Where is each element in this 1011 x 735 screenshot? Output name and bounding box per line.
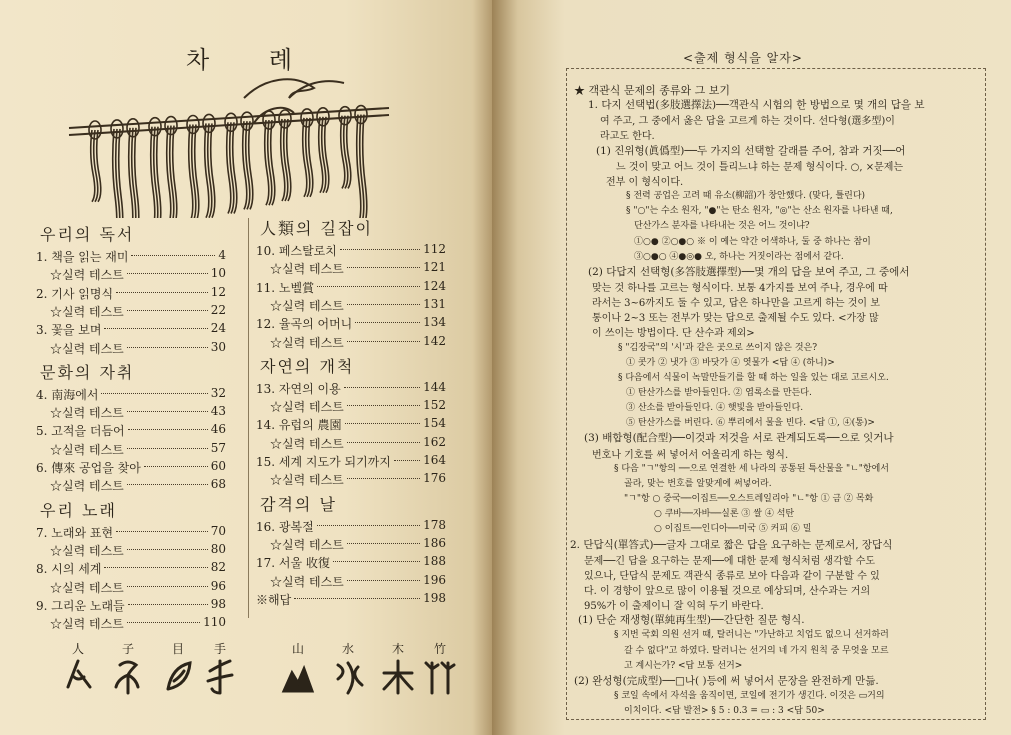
toc-leader-dots: [127, 448, 208, 449]
toc-entry: [256, 453, 446, 469]
toc-leader-dots: [127, 549, 208, 550]
exam-format-line: ① 콧가 ② 냇가 ③ 바닷가 ④ 엿물가 <답 ④ (하니)>: [626, 357, 835, 368]
toc-entry: [36, 542, 226, 558]
toc-leader-dots: [128, 604, 208, 605]
toc-entry: [36, 560, 226, 576]
hanja-pictograph-row: [48, 640, 448, 720]
toc-leader-dots: [127, 484, 208, 485]
exam-format-line: (2) 완성형(完成型)──□나( )등에 써 넣어서 문장을 완전하게 만듦.: [574, 674, 879, 687]
toc-section-heading: 우리 노래: [40, 500, 117, 520]
toc-entry-label: 8. 시의 세계: [36, 562, 102, 577]
exam-format-line: "ㄱ"항 ○ 중국──이집트──오스트레일리아 "ㄴ"항 ① 금 ② 목화: [624, 494, 874, 505]
toc-entry: [256, 536, 446, 552]
toc-leader-dots: [317, 525, 420, 526]
toc-entry-label: ☆실력 테스트: [50, 580, 124, 595]
toc-entry: [256, 260, 446, 276]
exam-format-line: 통이나 2~3 또는 전부가 맞는 답으로 출제될 수도 있다. <가장 많: [592, 313, 879, 325]
toc-entry-page: 68: [210, 477, 226, 492]
exam-format-line: 골라, 맞는 번호를 알맞게에 써넣어라.: [624, 478, 772, 489]
toc-section-heading: 문화의 자취: [40, 362, 135, 382]
exam-format-line: 문제──긴 답을 요구하는 문제──에 대한 문제 형식처럼 생각할 수도: [584, 555, 876, 567]
exam-format-line: 번호나 기호를 써 넣어서 어울리게 하는 형식.: [592, 449, 789, 461]
toc-entry: [256, 518, 446, 534]
toc-entry: [36, 422, 226, 438]
toc-entry-page: 164: [423, 453, 446, 467]
exam-format-line: § 다음 "ㄱ"항의 ──으로 연결한 세 나라의 공통된 특산물을 "ㄴ"항에서: [614, 463, 889, 474]
toc-entry: [36, 266, 226, 282]
toc-entry: [256, 573, 446, 589]
hanja-character: 木: [391, 642, 404, 656]
exam-format-line: (3) 배합형(配合型)──이것과 저것을 서로 관계되도록──으로 잇거나: [584, 432, 894, 445]
toc-entry: [256, 315, 446, 331]
toc-entry-page: 80: [210, 541, 226, 556]
toc-leader-dots: [127, 622, 200, 623]
toc-leader-dots: [127, 273, 208, 274]
toc-entry-page: 134: [423, 315, 446, 330]
exam-format-line: § 다음에서 식물이 녹말만들기를 할 때 하는 일을 있는 대로 고르시오.: [618, 372, 889, 383]
exam-format-line: ○ 쿠바──자바──실론 ③ 쌀 ④ 석탄: [654, 509, 795, 520]
toc-leader-dots: [294, 598, 420, 599]
toc-section-heading: 감격의 날: [260, 494, 337, 514]
pictograph-glyph-icon: [200, 657, 240, 697]
toc-entry-label: ☆실력 테스트: [270, 574, 344, 589]
toc-entry: [256, 591, 446, 607]
toc-entry-page: 198: [423, 590, 446, 605]
toc-entry-label: 7. 노래와 표현: [36, 525, 114, 540]
toc-entry-page: 43: [210, 404, 226, 419]
exam-format-line: ③○●○ ④●◎● 오, 하나는 거짓이라는 점에서 같다.: [634, 251, 844, 262]
exam-format-line: 갈 수 없다"고 하였다. 탈러니는 선거의 네 가지 원칙 중 무엇을 모르: [624, 645, 889, 656]
pictograph-glyph-icon: [378, 657, 418, 697]
toc-leader-dots: [347, 267, 420, 268]
toc-entry-page: 196: [423, 572, 446, 587]
exam-format-line: § "김장국"의 '시'과 같은 곳으로 쓰이지 않은 것은?: [618, 342, 818, 353]
toc-entry: [36, 524, 226, 540]
exam-format-line: 라고도 한다.: [600, 131, 655, 143]
toc-leader-dots: [347, 543, 420, 544]
toc-section-heading: 人類의 길잡이: [260, 219, 373, 238]
exam-format-line: 전부 이 형식이다.: [606, 176, 684, 188]
toc-entry-page: 96: [210, 578, 226, 593]
exam-format-line: (1) 진위형(眞僞型)──두 가지의 선택할 갈래를 주어, 참과 거짓──어: [596, 144, 906, 157]
hanja-character: 水: [341, 642, 354, 656]
toc-leader-dots: [345, 423, 420, 424]
exam-format-line: 라서는 3~6까지도 둘 수 있고, 답은 하나만을 고르게 하는 것이 보: [592, 298, 880, 310]
toc-leader-dots: [347, 341, 420, 342]
toc-entry: [256, 380, 446, 396]
hanja-pictograph: [328, 640, 368, 701]
exam-format-line: 이치이다. <답 발전> § 5 : 0.3 = ▭ : 3 <답 50>: [624, 706, 825, 717]
exam-format-line: ⑤ 탄산가스를 버린다. ⑥ 뿌리에서 물을 빈다. <답 ①, ④(통)>: [626, 418, 875, 429]
toc-entry: [256, 416, 446, 432]
toc-entry: [256, 297, 446, 313]
toc-entry-label: 3. 꽃을 보며: [36, 323, 102, 338]
toc-entry: [36, 404, 226, 420]
toc-leader-dots: [127, 310, 208, 311]
toc-entry-page: 30: [210, 339, 226, 354]
toc-leader-dots: [347, 304, 420, 305]
exam-format-line: 2. 단답식(單答式)──글자 그대로 짧은 답을 요구하는 문제로서, 장답식: [570, 538, 893, 551]
toc-entry-label: 2. 기사 읽명식: [36, 286, 114, 301]
hanja-character: 目: [171, 642, 184, 656]
exam-format-line: § 전력 공업은 고려 때 유소(柳韶)가 창안했다. (맞다, 틀린다): [626, 191, 866, 202]
toc-entry: [36, 615, 226, 631]
pictograph-glyph-icon: [328, 657, 368, 697]
toc-leader-dots: [116, 531, 208, 532]
toc-entry-page: 112: [423, 242, 446, 256]
pictograph-glyph-icon: [58, 657, 98, 697]
toc-leader-dots: [333, 561, 420, 562]
exam-format-line: 1. 다지 선택법(多肢選擇法)──객관식 시험의 한 방법으로 몇 개의 답을 보: [588, 99, 925, 112]
hanja-character: 人: [71, 642, 84, 656]
hanja-character: 手: [213, 642, 226, 656]
exam-format-line: (2) 다답지 선택형(多答肢選擇型)──몇 개의 답을 보여 주고, 그 중에서: [588, 265, 910, 278]
toc-entry-page: 32: [210, 385, 226, 400]
toc-leader-dots: [394, 460, 420, 461]
toc-leader-dots: [104, 567, 208, 568]
hanja-pictograph: [108, 640, 148, 701]
toc-leader-dots: [131, 255, 215, 256]
hanja-pictograph: [158, 640, 198, 701]
toc-title: 차 례: [186, 46, 318, 74]
toc-leader-dots: [127, 411, 208, 412]
toc-entry-label: 1. 책을 읽는 재미: [36, 250, 129, 264]
toc-entry-label: ☆실력 테스트: [50, 406, 124, 421]
toc-leader-dots: [347, 405, 420, 406]
toc-entry-page: 24: [210, 321, 226, 336]
exam-format-line: 95%가 이 출제이니 잘 익혀 두기 바란다.: [584, 601, 764, 613]
exam-format-line: § 코일 속에서 자석을 움직이면, 코일에 전기가 생긴다. 이것은 ▭거의: [614, 691, 885, 701]
hanja-pictograph: [420, 640, 460, 701]
toc-entry-page: 22: [210, 302, 226, 317]
toc-entry-page: 57: [210, 440, 226, 455]
exam-format-line: 다. 이 경향이 앞으로 많이 이용될 것으로 예상되며, 산수과는 거의: [584, 585, 871, 597]
toc-entry-label: ☆실력 테스트: [270, 473, 344, 488]
toc-entry-label: ☆실력 테스트: [50, 268, 124, 283]
pictograph-glyph-icon: [278, 657, 318, 697]
toc-entry-page: 188: [423, 554, 446, 569]
toc-leader-dots: [347, 580, 420, 581]
toc-entry-page: 176: [423, 471, 446, 486]
toc-leader-dots: [340, 249, 420, 250]
pictograph-glyph-icon: [158, 657, 198, 697]
exam-format-line: 있으나, 단답식 문제도 객관식 종류로 보아 다음과 같이 구분할 수 있: [584, 570, 880, 582]
toc-entry-label: 4. 南海에서: [36, 387, 99, 402]
toc-entry-page: 154: [423, 416, 446, 431]
toc-entry-page: 152: [423, 398, 446, 413]
toc-entry-page: 186: [423, 535, 446, 550]
toc-entry-label: ☆실력 테스트: [270, 537, 344, 552]
toc-entry: [36, 340, 226, 356]
toc-entry-page: 82: [210, 560, 226, 575]
toc-entry-label: 10. 페스탈로치: [256, 244, 337, 258]
toc-entry-label: 9. 그리운 노래들: [36, 598, 125, 613]
exam-format-line: 단산가스 분자를 나타내는 것은 어느 것이냐?: [634, 221, 810, 232]
toc-entry-page: 110: [203, 615, 226, 630]
toc-entry-page: 142: [423, 333, 446, 348]
toc-entry-page: 46: [210, 422, 226, 437]
toc-entry-label: ☆실력 테스트: [270, 436, 344, 451]
toc-entry: [256, 398, 446, 414]
exam-format-line: 느 것이 맞고 어느 것이 틀리느냐 하는 문제 형식이다. ○, ×문제는: [616, 161, 904, 173]
toc-leader-dots: [116, 292, 208, 293]
toc-entry-page: 178: [423, 517, 446, 532]
exam-format-line: § "○"는 수소 원자, "●"는 탄소 원자, "◎"는 산소 원자를 나타낸 때,: [626, 206, 893, 217]
toc-entry: [36, 386, 226, 402]
hanja-character: 竹: [433, 642, 446, 656]
toc-entry-page: 70: [210, 523, 226, 538]
toc-entry-page: 162: [423, 434, 446, 449]
toc-entry-page: 144: [423, 379, 446, 394]
toc-entry: [36, 285, 226, 301]
toc-entry-label: 6. 傳來 공업을 찾아: [36, 461, 141, 475]
toc-entry-label: ☆실력 테스트: [270, 400, 344, 415]
toc-entry-label: ☆실력 테스트: [50, 442, 124, 457]
hanja-pictograph: [58, 640, 98, 701]
toc-page: [0, 0, 492, 735]
toc-leader-dots: [101, 393, 208, 394]
exam-format-line: § 지번 국회 의원 선거 때, 탈러니는 "가난하고 치업도 없으니 선거하러: [614, 630, 889, 641]
exam-format-line: 맞는 것 하나를 고르는 형식이다. 보통 4가지를 보여 주나, 경우에 따: [592, 282, 888, 294]
toc-entry-page: 60: [210, 459, 226, 473]
hanja-pictograph: [378, 640, 418, 701]
toc-leader-dots: [104, 328, 208, 329]
toc-entry-page: 10: [210, 266, 226, 281]
toc-entry-label: 14. 유럽의 農園: [256, 418, 342, 433]
toc-entry: [256, 334, 446, 350]
toc-leader-dots: [355, 322, 420, 323]
toc-leader-dots: [347, 442, 420, 443]
toc-leader-dots: [128, 429, 208, 430]
hanja-pictograph: [278, 640, 318, 701]
exam-format-line: ①○● ②○●○ ※ 이 예는 약간 어색하나, 둘 중 하나는 참이: [634, 236, 871, 247]
toc-entry: [36, 459, 226, 475]
toc-leader-dots: [144, 466, 208, 467]
toc-entry-label: ☆실력 테스트: [270, 335, 344, 350]
exam-format-line: ★ 객관식 문제의 종류와 그 보기: [574, 84, 730, 97]
toc-leader-dots: [347, 478, 420, 479]
toc-entry: [36, 248, 226, 264]
hanja-character: 子: [121, 642, 134, 656]
toc-entry-label: ※해답: [256, 592, 292, 607]
pictograph-glyph-icon: [420, 657, 460, 697]
exam-format-line: 여 주고, 그 중에서 옳은 답을 고르게 하는 것이다. 선다형(選多型)이: [600, 116, 895, 128]
toc-section-heading: 자연의 개척: [260, 356, 355, 376]
toc-entry-label: 15. 세계 지도가 되기까지: [256, 455, 391, 469]
toc-entry-label: ☆실력 테스트: [50, 479, 124, 494]
toc-entry: [36, 597, 226, 613]
rope-knot-illustration: [64, 68, 394, 218]
toc-entry-page: 131: [423, 296, 446, 311]
toc-entry-label: ☆실력 테스트: [270, 262, 344, 277]
exam-format-line: (1) 단순 재생형(單純再生型)──간단한 질문 형식.: [578, 614, 805, 627]
exam-format-line: 이 쓰이는 방법이다. 단 산수과 제외>: [592, 328, 755, 340]
toc-entry-label: ☆실력 테스트: [50, 341, 124, 356]
toc-entry-label: 13. 자연의 이용: [256, 381, 341, 396]
toc-entry: [256, 242, 446, 258]
exam-format-line: ① 탄산가스를 받아들인다. ② 엽록소를 만든다.: [626, 388, 812, 398]
toc-entry-page: 124: [423, 278, 446, 293]
pictograph-glyph-icon: [108, 657, 148, 697]
toc-entry-label: ☆실력 테스트: [50, 617, 124, 632]
toc-entry-page: 121: [423, 260, 446, 275]
exam-format-body: [566, 70, 986, 720]
toc-entry: [256, 554, 446, 570]
toc-entry: [36, 303, 226, 319]
toc-leader-dots: [127, 347, 208, 348]
toc-section-heading: 우리의 독서: [40, 225, 135, 244]
toc-entry-label: ☆실력 테스트: [270, 298, 344, 313]
exam-format-line: 고 계시는가? <답 보통 선거>: [624, 660, 743, 671]
toc-entry-label: ☆실력 테스트: [50, 543, 124, 558]
hanja-character: 山: [291, 642, 304, 656]
hanja-pictograph: [200, 640, 240, 701]
exam-format-heading: <출제 형식을 알자>: [683, 51, 803, 65]
toc-column-divider: [248, 218, 249, 618]
toc-leader-dots: [344, 387, 420, 388]
exam-format-line: ○ 이집트──인디아──미국 ⑤ 커피 ⑥ 밀: [654, 524, 812, 535]
toc-entry-page: 4: [218, 248, 226, 262]
toc-entry-page: 98: [210, 596, 226, 611]
toc-entry: [256, 471, 446, 487]
toc-entry-label: ☆실력 테스트: [50, 304, 124, 319]
toc-leader-dots: [127, 586, 208, 587]
toc-entry: [36, 579, 226, 595]
toc-entry-label: 16. 광복절: [256, 519, 314, 534]
toc-entry: [256, 279, 446, 295]
toc-leader-dots: [317, 286, 420, 287]
toc-entry-label: 11. 노벨賞: [256, 280, 315, 295]
toc-entry: [36, 321, 226, 337]
exam-format-line: ③ 산소를 받아들인다. ④ 햇빛을 받아들인다.: [626, 403, 804, 414]
toc-entry: [256, 435, 446, 451]
toc-entry-label: 5. 고적을 더듬어: [36, 424, 125, 439]
toc-entry-page: 12: [210, 284, 226, 299]
toc-entry-label: 12. 율곡의 어머니: [256, 317, 353, 332]
toc-entry: [36, 477, 226, 493]
toc-entry-label: 17. 서울 收復: [256, 556, 330, 571]
toc-entry: [36, 441, 226, 457]
